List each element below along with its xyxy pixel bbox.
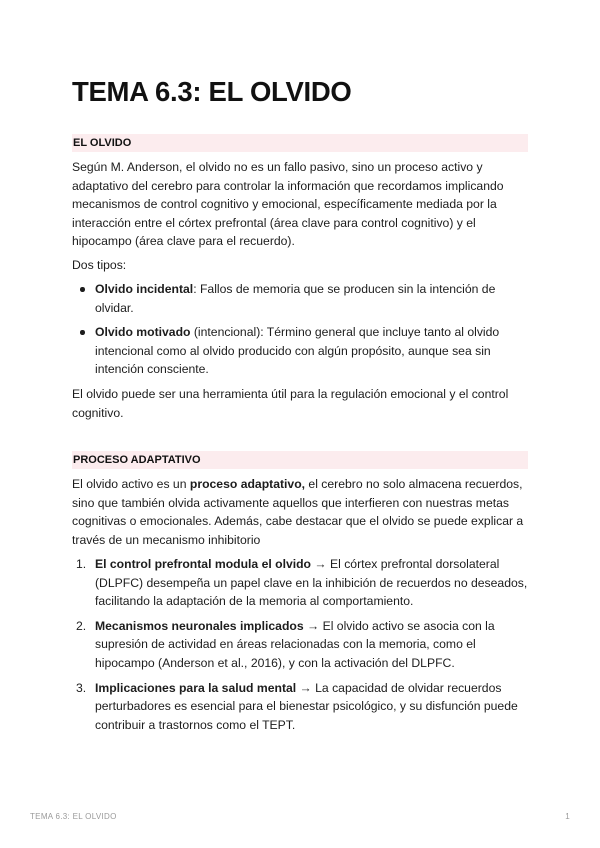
- item-text: → La capacidad de olvidar recuerdos perturbadores es esencial para el bienestar psicológico, y su disfunción puede contribuir a trastornos como el TEPT.: [95, 680, 518, 732]
- list-item: [72, 555, 528, 611]
- paragraph-anderson: Según M. Anderson, el olvido no es un fallo pasivo, sino un proceso activo y adaptativo del cerebro para controlar la información que recordamos implicando mecanismos de control cognitivo y emocional, específicamente mediada por la interacción entre el córtex prefrontal (área clave para control cognitivo) y el hipocampo (área clave para el recuerdo).: [72, 160, 504, 249]
- item-text: → El olvido activo se asocia con la supresión de actividad en áreas relacionadas con la memoria, como el hipocampo (Anderson et al., 2016), y con la activación del DLPFC.: [95, 618, 495, 670]
- page-number: 1: [565, 812, 570, 821]
- term-label: El control prefrontal modula el olvido: [95, 557, 312, 571]
- item-text: : Fallos de memoria que se producen sin la intención de olvidar.: [95, 282, 496, 315]
- list-item: [72, 323, 528, 379]
- term-label: Implicaciones para la salud mental: [95, 680, 297, 695]
- paragraph-olvido-activo: [72, 475, 528, 549]
- item-number: 1.: [76, 557, 87, 571]
- list-item: [72, 679, 528, 735]
- item-number: 2.: [76, 618, 87, 633]
- term-label: Olvido motivado: [95, 325, 191, 340]
- section-heading-proceso: PROCESO ADAPTATIVO: [72, 451, 528, 469]
- paragraph-dos-tipos: Dos tipos:: [72, 258, 127, 272]
- list-item: [72, 280, 528, 317]
- text-run: El olvido activo es un: [72, 477, 190, 491]
- footer-label: TEMA 6.3: EL OLVIDO: [30, 812, 117, 821]
- term-label: Olvido incidental: [95, 282, 194, 296]
- term-label: Mecanismos neuronales implicados: [95, 618, 304, 633]
- section-heading-olvido: EL OLVIDO: [72, 134, 528, 152]
- item-text: → El córtex prefrontal dorsolateral (DLPFC) desempeña un papel clave en la inhibición de recuerdos no deseados, facilitando la adaptación de la memoria al comportamiento.: [95, 557, 528, 609]
- item-text: (intencional): Término general que incluye tanto al olvido intencional como al olvido producido con algún propósito, aunque sea sin intención consciente.: [95, 325, 500, 377]
- list-item: [72, 617, 528, 673]
- emphasis: proceso adaptativo,: [189, 477, 306, 491]
- paragraph-herramienta: El olvido puede ser una herramienta útil para la regulación emocional y el control cognitivo.: [72, 387, 509, 420]
- types-list: [72, 280, 528, 385]
- page-footer: [30, 812, 570, 821]
- text-run: el cerebro no solo almacena recuerdos, sino que también olvida activamente aquellos que interfieren con nuestras metas cognitivas o emocionales. Además, cabe destacar que el olvido se puede explicar a través de un mecanismo inhibitorio: [72, 477, 524, 547]
- mechanisms-list: [72, 555, 528, 740]
- page-title: TEMA 6.3: EL OLVIDO: [72, 76, 352, 107]
- item-number: 3.: [76, 680, 87, 695]
